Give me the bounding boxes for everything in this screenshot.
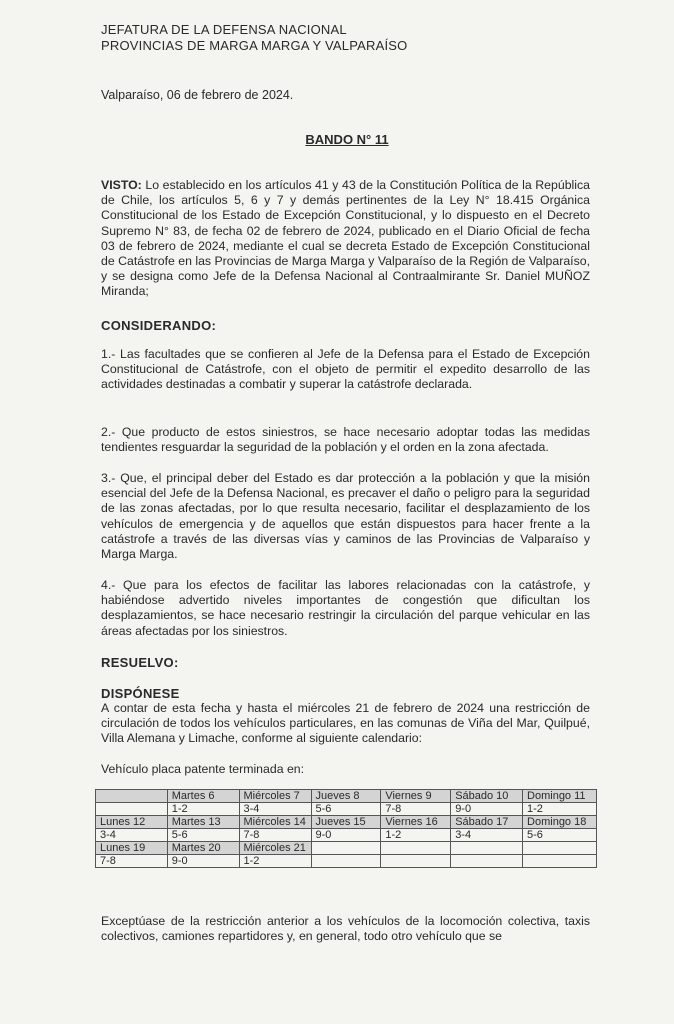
document-header (101, 22, 407, 54)
calendar-plate-cell: 5-6 (311, 803, 381, 816)
calendar-plate-cell: 1-2 (523, 803, 597, 816)
bando-title-row (0, 132, 674, 147)
calendar-plate-cell: 3-4 (451, 829, 523, 842)
calendar-row (96, 816, 597, 829)
calendar-plate-cell (96, 803, 168, 816)
resuelvo-heading: RESUELVO: (101, 655, 179, 670)
calendar-row (96, 829, 597, 842)
calendar-plate-cell: 5-6 (523, 829, 597, 842)
calendar-plate-cell: 9-0 (451, 803, 523, 816)
considerando-item-2: 2.- Que producto de estos siniestros, se hace necesario adoptar todas las medidas tendientes resguardar la seguridad de la población y el orden en la zona afectada. (101, 425, 590, 455)
calendar-plate-cell: 9-0 (167, 855, 239, 868)
header-line-2: PROVINCIAS DE MARGA MARGA Y VALPARAÍSO (101, 38, 408, 53)
considerando-item-3: 3.- Que, el principal deber del Estado es dar protección a la población y que la misión esencial del Jefe de la Defensa Nacional, es precaver el daño o peligro para la seguridad de las zonas afectadas, por lo que resulta necesario, facilitar el desplazamiento de los vehículos de emergencia y de aquellos que están dispuestos para hacer frente a la catástrofe a través de las diversas vías y caminos de las Provincias de Valparaíso y Marga Marga. (101, 471, 590, 562)
calendar-plate-cell (523, 855, 597, 868)
calendar-plate-cell: 7-8 (381, 803, 451, 816)
calendar-plate-cell (311, 855, 381, 868)
document-date: Valparaíso, 06 de febrero de 2024. (101, 88, 294, 102)
calendar-plate-cell (381, 855, 451, 868)
calendar-day-cell: Viernes 16 (381, 816, 451, 829)
calendar-plate-cell: 1-2 (381, 829, 451, 842)
calendar-day-cell: Martes 13 (167, 816, 239, 829)
calendar-row (96, 803, 597, 816)
calendar-plate-cell (451, 855, 523, 868)
calendar-plate-cell: 1-2 (167, 803, 239, 816)
disponese-text: A contar de esta fecha y hasta el miércoles 21 de febrero de 2024 una restricción de circulación de todos los vehículos particulares, en las comunas de Viña del Mar, Quilpué, Villa Alemana y Limache, conforme al siguiente calendario: (101, 701, 590, 746)
calendar-day-cell: Lunes 12 (96, 816, 168, 829)
calendar-day-cell (451, 842, 523, 855)
calendar-intro: Vehículo placa patente terminada en: (101, 762, 305, 776)
calendar-day-cell: Miércoles 7 (239, 790, 311, 803)
calendar-day-cell (381, 842, 451, 855)
calendar-row (96, 790, 597, 803)
calendar-day-cell: Lunes 19 (96, 842, 168, 855)
calendar-plate-cell: 1-2 (239, 855, 311, 868)
visto-label: VISTO: (101, 178, 142, 192)
calendar-day-cell (96, 790, 168, 803)
calendar-plate-cell: 7-8 (239, 829, 311, 842)
calendar-day-cell: Viernes 9 (381, 790, 451, 803)
exceptuase-paragraph: Exceptúase de la restricción anterior a los vehículos de la locomoción colectiva, taxis colectivos, camiones repartidores y, en general, todo otro vehículo que se (101, 914, 590, 944)
calendar-day-cell: Domingo 18 (523, 816, 597, 829)
calendar-day-cell: Domingo 11 (523, 790, 597, 803)
calendar-day-cell: Jueves 8 (311, 790, 381, 803)
calendar-day-cell: Sábado 10 (451, 790, 523, 803)
bando-title: BANDO N° 11 (305, 132, 389, 147)
restriction-calendar-table (95, 789, 597, 868)
visto-paragraph (101, 178, 590, 300)
calendar-day-cell: Miércoles 14 (239, 816, 311, 829)
disponese-heading: DISPÓNESE (101, 686, 180, 701)
calendar-plate-cell: 3-4 (96, 829, 168, 842)
visto-text: Lo establecido en los artículos 41 y 43 de la Constitución Política de la República de Chile, los artículos 5, 6 y 7 y demás pertinentes de la Ley N° 18.415 Orgánica Constitucional de los Estado de Excepción Constitucional, y lo dispuesto en el Decreto Supremo N° 83, de fecha 02 de febrero de 2024, publicado en el Diario Oficial de fecha 03 de febrero de 2024, mediante el cual se decreta Estado de Excepción Constitucional de Catástrofe en las Provincias de Marga Marga y Valparaíso de la Región de Valparaíso, y se designa como Jefe de la Defensa Nacional al Contraalmirante Sr. Daniel MUÑOZ Miranda; (101, 178, 590, 299)
calendar-day-cell: Jueves 15 (311, 816, 381, 829)
calendar-day-cell (523, 842, 597, 855)
calendar-plate-cell: 7-8 (96, 855, 168, 868)
calendar-row (96, 842, 597, 855)
calendar-day-cell: Miércoles 21 (239, 842, 311, 855)
considerando-heading: CONSIDERANDO: (101, 318, 217, 333)
calendar-day-cell: Martes 20 (167, 842, 239, 855)
calendar-day-cell (311, 842, 381, 855)
calendar-plate-cell: 5-6 (167, 829, 239, 842)
calendar-day-cell: Martes 6 (167, 790, 239, 803)
calendar-plate-cell: 9-0 (311, 829, 381, 842)
calendar-row (96, 855, 597, 868)
calendar-plate-cell: 3-4 (239, 803, 311, 816)
calendar-day-cell: Sábado 17 (451, 816, 523, 829)
considerando-item-4: 4.- Que para los efectos de facilitar las labores relacionadas con la catástrofe, y habiéndose advertido niveles importantes de congestión que dificultan los desplazamientos, se hace necesario restringir la circulación del parque vehicular en las áreas afectadas por los siniestros. (101, 578, 590, 638)
header-line-1: JEFATURA DE LA DEFENSA NACIONAL (101, 22, 347, 37)
considerando-item-1: 1.- Las facultades que se confieren al Jefe de la Defensa para el Estado de Excepción Constitucional de Catástrofe, con el objeto de permitir el expedito desarrollo de las actividades destinadas a combatir y superar la catástrofe declarada. (101, 347, 590, 392)
